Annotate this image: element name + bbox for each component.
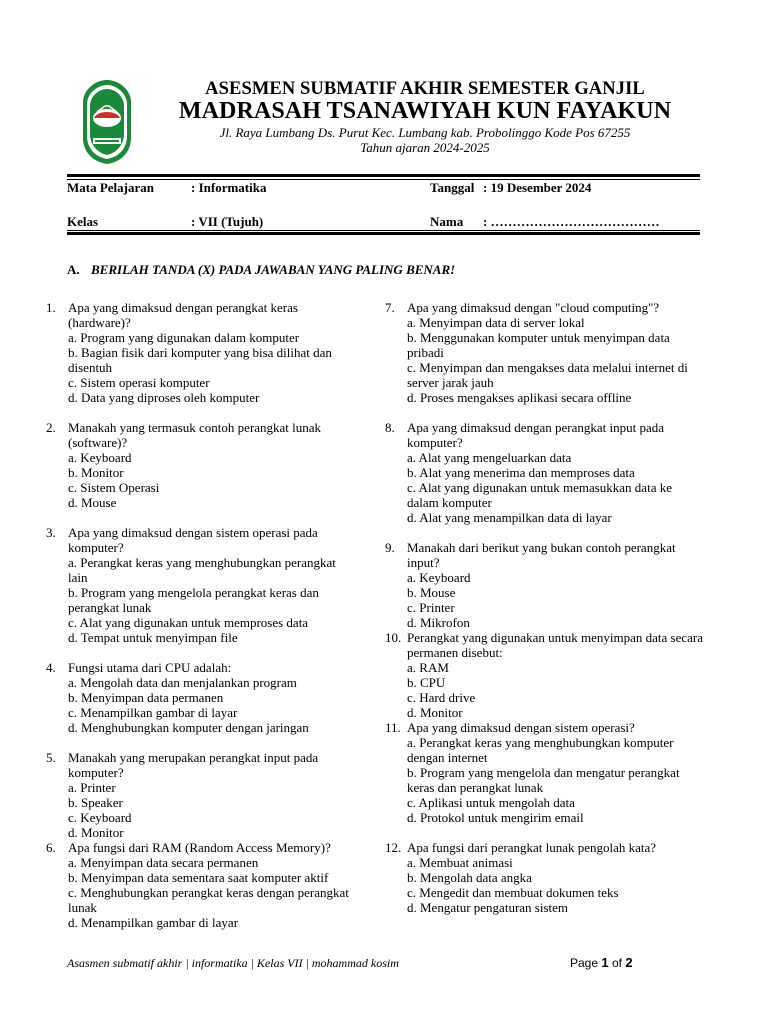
- question-4: [46, 660, 356, 735]
- questions-right-column: [385, 300, 705, 915]
- option-b: b. Alat yang menerima dan memproses data: [407, 465, 635, 480]
- option-d: d. Tempat untuk menyimpan file: [68, 630, 238, 645]
- option-c: c. Alat yang digunakan untuk memproses data: [68, 615, 309, 630]
- option-c: c. Menampilkan gambar di layar: [68, 705, 238, 720]
- date-label: Tanggal: [430, 180, 475, 195]
- question-text: Fungsi utama dari CPU adalah:: [68, 660, 232, 675]
- option-d: d. Protokol untuk mengirim email: [407, 810, 584, 825]
- question-text: Manakah yang termasuk contoh perangkat lunak (software)?: [68, 420, 322, 450]
- option-c: c. Sistem Operasi: [68, 480, 160, 495]
- questions-left-column: [46, 300, 356, 930]
- option-d: d. Menampilkan gambar di layar: [68, 915, 239, 930]
- option-b: b. CPU: [407, 675, 446, 690]
- header-divider: [67, 174, 700, 177]
- question-text: Apa yang dimaksud dengan "cloud computing"?: [407, 300, 660, 315]
- option-d: d. Monitor: [68, 825, 124, 840]
- page-word: Page: [570, 956, 599, 970]
- option-c: c. Sistem operasi komputer: [68, 375, 210, 390]
- question-10: [385, 630, 705, 720]
- class-value: : VII (Tujuh): [191, 214, 264, 229]
- option-a: a. Perangkat keras yang menghubungkan komputer dengan internet: [407, 735, 674, 765]
- option-a: a. Membuat animasi: [407, 855, 513, 870]
- page-number: 1: [601, 955, 609, 970]
- question-text: Apa yang dimaksud dengan perangkat keras (hardware)?: [68, 300, 298, 330]
- option-a: a. Printer: [68, 780, 116, 795]
- question-number: 6.: [46, 840, 56, 855]
- question-text: Manakah dari berikut yang bukan contoh perangkat input?: [407, 540, 676, 570]
- question-number: 9.: [385, 540, 395, 555]
- question-text: Manakah yang merupakan perangkat input pada komputer?: [68, 750, 319, 780]
- question-text: Apa yang dimaksud dengan sistem operasi?: [407, 720, 635, 735]
- name-label: Nama: [430, 214, 464, 229]
- option-c: c. Mengedit dan membuat dokumen teks: [407, 885, 619, 900]
- option-b: b. Mouse: [407, 585, 456, 600]
- info-divider: [67, 230, 700, 231]
- question-number: 8.: [385, 420, 395, 435]
- option-b: b. Program yang mengelola dan mengatur perangkat keras dan perangkat lunak: [407, 765, 680, 795]
- school-logo: [75, 76, 139, 166]
- question-11: [385, 720, 705, 825]
- question-text: Apa yang dimaksud dengan sistem operasi pada komputer?: [68, 525, 318, 555]
- option-c: c. Printer: [407, 600, 455, 615]
- academic-year: Tahun ajaran 2024-2025: [360, 140, 490, 155]
- option-b: b. Monitor: [68, 465, 124, 480]
- question-text: Apa fungsi dari RAM (Random Access Memory)?: [68, 840, 331, 855]
- option-d: d. Data yang diproses oleh komputer: [68, 390, 260, 405]
- option-a: a. Menyimpan data di server lokal: [407, 315, 585, 330]
- section-label: A.: [67, 262, 80, 277]
- question-number: 1.: [46, 300, 56, 315]
- question-number: 12.: [385, 840, 402, 855]
- name-value: : …………………………………: [483, 214, 660, 229]
- question-1: [46, 300, 356, 405]
- question-9: [385, 540, 705, 630]
- question-5: [46, 750, 356, 840]
- of-word: of: [611, 956, 622, 970]
- question-text: Perangkat yang digunakan untuk menyimpan data secara permanen disebut:: [407, 630, 704, 660]
- header-divider-thin: [67, 179, 700, 180]
- option-d: d. Mouse: [68, 495, 117, 510]
- option-d: d. Monitor: [407, 705, 463, 720]
- option-c: c. Alat yang digunakan untuk memasukkan data ke dalam komputer: [407, 480, 672, 510]
- question-number: 3.: [46, 525, 56, 540]
- option-d: d. Mengatur pengaturan sistem: [407, 900, 569, 915]
- subject-label: Mata Pelajaran: [67, 180, 155, 195]
- option-a: a. Keyboard: [407, 570, 471, 585]
- question-2: [46, 420, 356, 510]
- question-number: 10.: [385, 630, 402, 645]
- option-d: d. Mikrofon: [407, 615, 470, 630]
- question-number: 7.: [385, 300, 395, 315]
- option-a: a. Program yang digunakan dalam komputer: [68, 330, 300, 345]
- option-c: c. Hard drive: [407, 690, 476, 705]
- date-value: : 19 Desember 2024: [483, 180, 592, 195]
- option-b: b. Bagian fisik dari komputer yang bisa dilihat dan disentuh: [68, 345, 332, 375]
- school-name: MADRASAH TSANAWIYAH KUN FAYAKUN: [178, 98, 672, 124]
- option-a: a. Perangkat keras yang menghubungkan perangkat lain: [68, 555, 336, 585]
- option-b: b. Menyimpan data sementara saat komputer aktif: [68, 870, 329, 885]
- question-number: 5.: [46, 750, 56, 765]
- question-number: 4.: [46, 660, 56, 675]
- option-b: b. Menggunakan komputer untuk menyimpan data pribadi: [407, 330, 670, 360]
- option-d: d. Menghubungkan komputer dengan jaringan: [68, 720, 309, 735]
- exam-title: ASESMEN SUBMATIF AKHIR SEMESTER GANJIL: [205, 79, 645, 99]
- option-b: b. Program yang mengelola perangkat keras dan perangkat lunak: [68, 585, 319, 615]
- option-b: b. Menyimpan data permanen: [68, 690, 224, 705]
- option-d: d. Alat yang menampilkan data di layar: [407, 510, 612, 525]
- question-6: [46, 840, 356, 930]
- option-c: c. Aplikasi untuk mengolah data: [407, 795, 575, 810]
- option-c: c. Menyimpan dan mengakses data melalui internet di server jarak jauh: [407, 360, 688, 390]
- page-indicator: [570, 955, 633, 970]
- question-number: 11.: [385, 720, 401, 735]
- option-c: c. Keyboard: [68, 810, 132, 825]
- option-b: b. Mengolah data angka: [407, 870, 532, 885]
- question-8: [385, 420, 705, 525]
- school-address: Jl. Raya Lumbang Ds. Purut Kec. Lumbang kab. Probolinggo Kode Pos 67255: [219, 125, 631, 140]
- question-12: [385, 840, 705, 915]
- option-a: a. Alat yang mengeluarkan data: [407, 450, 572, 465]
- option-b: b. Speaker: [68, 795, 123, 810]
- question-number: 2.: [46, 420, 56, 435]
- section-instruction: BERILAH TANDA (X) PADA JAWABAN YANG PALING BENAR!: [91, 262, 456, 277]
- section-heading: [67, 262, 455, 278]
- option-d: d. Proses mengakses aplikasi secara offline: [407, 390, 632, 405]
- class-label: Kelas: [67, 214, 99, 229]
- option-a: a. Mengolah data dan menjalankan program: [68, 675, 297, 690]
- subject-value: : Informatika: [191, 180, 267, 195]
- option-a: a. RAM: [407, 660, 449, 675]
- info-divider-thick: [67, 232, 700, 235]
- option-c: c. Menghubungkan perangkat keras dengan perangkat lunak: [68, 885, 349, 915]
- question-text: Apa fungsi dari perangkat lunak pengolah kata?: [407, 840, 657, 855]
- page-total: 2: [625, 955, 633, 970]
- question-7: [385, 300, 705, 405]
- option-a: a. Keyboard: [68, 450, 132, 465]
- question-text: Apa yang dimaksud dengan perangkat input pada komputer?: [407, 420, 665, 450]
- question-3: [46, 525, 356, 645]
- option-a: a. Menyimpan data secara permanen: [68, 855, 259, 870]
- footer-text: Asasmen submatif akhir | informatika | Kelas VII | mohammad kosim: [67, 956, 399, 970]
